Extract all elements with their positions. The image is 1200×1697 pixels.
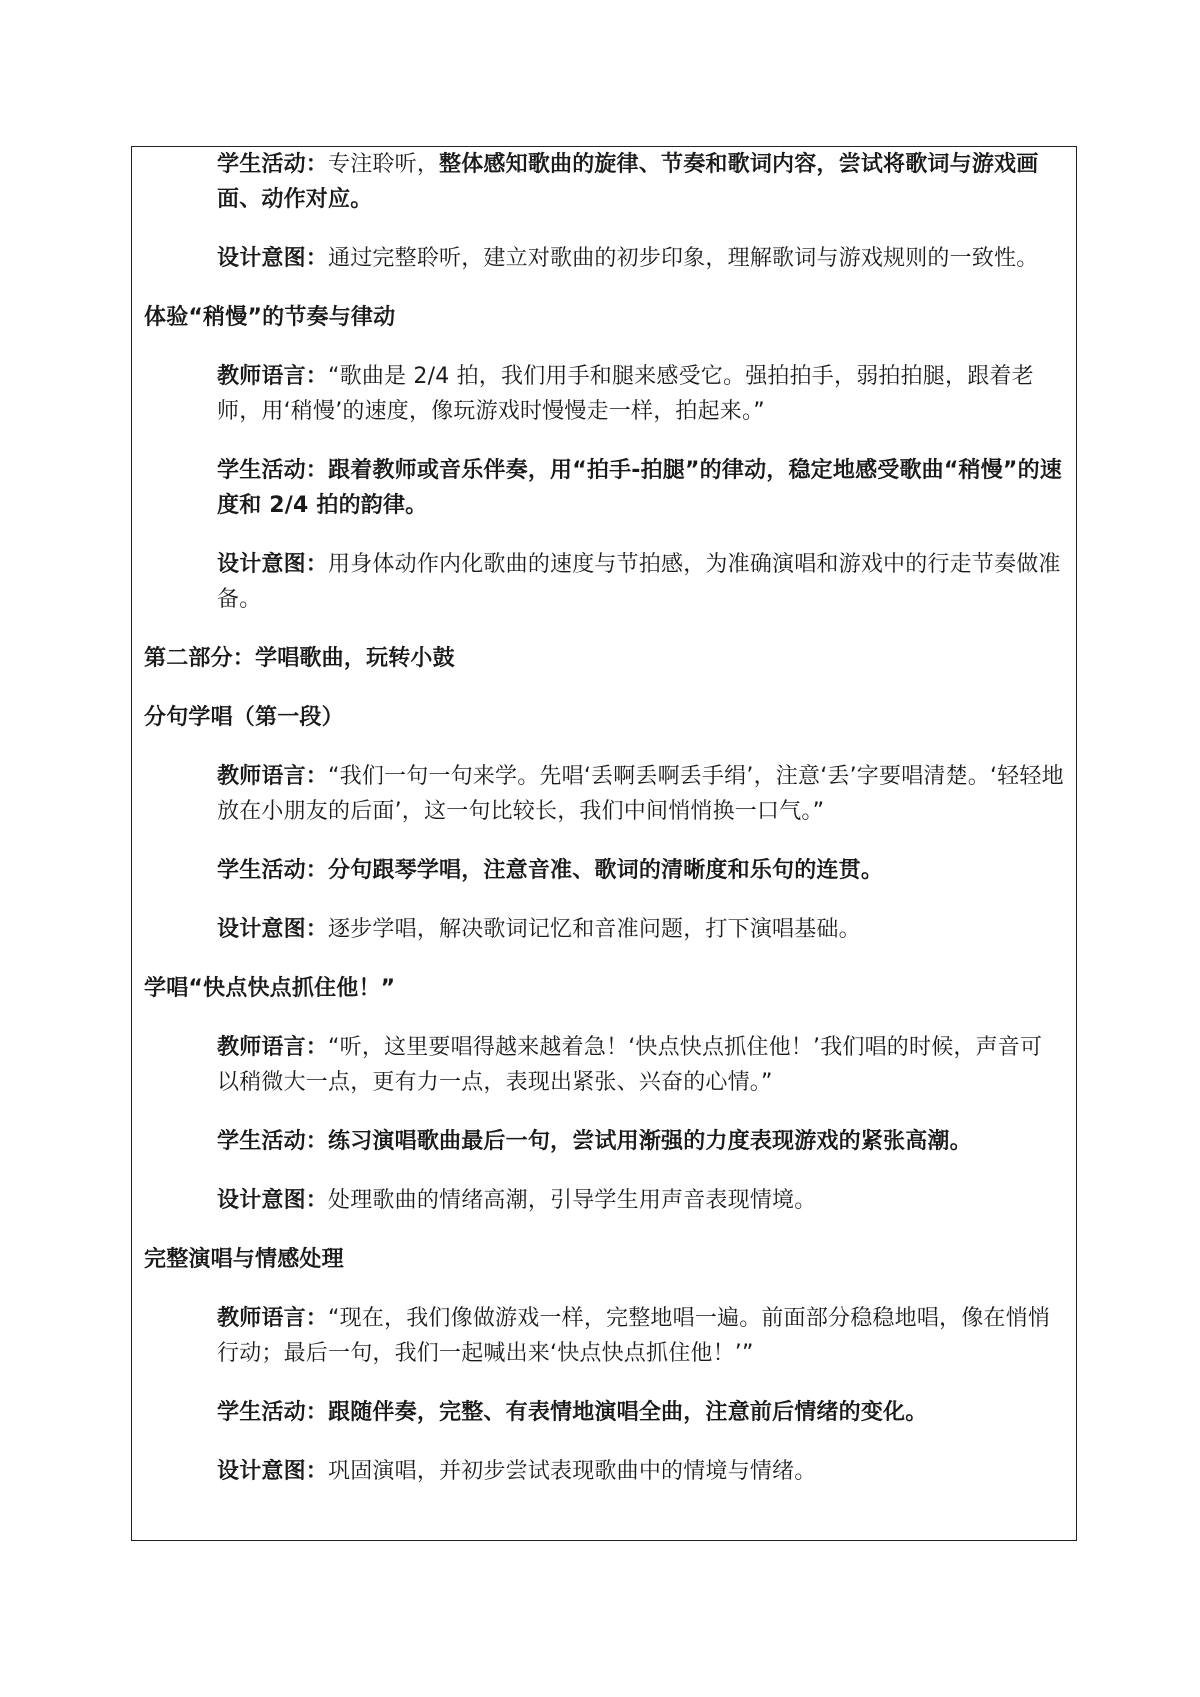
paragraph [144,147,1064,217]
paragraph-text: “现在，我们像做游戏一样，完整地唱一遍。前面部分稳稳地唱，像在悄悄行动；最后一句，我们一起喊出来‘快点快点抓住他！’” [217,1306,1051,1366]
paragraph-label: 设计意图： [217,246,329,271]
paragraph-label: 设计意图： [217,1459,329,1484]
section-heading: 体验“稍慢”的节奏与律动 [144,305,396,330]
paragraph-label: 学生活动： [217,858,329,883]
paragraph-label: 设计意图： [217,1188,329,1213]
paragraph [144,1301,1064,1371]
document-content [144,147,1064,1489]
paragraph-label: 学生活动： [217,152,329,177]
paragraph-bold-text: 跟随伴奏，完整、有表情地演唱全曲，注意前后情绪的变化。 [328,1400,928,1425]
paragraph-bold-text: 分句跟琴学唱，注意音准、歌词的清晰度和乐句的连贯。 [328,858,884,883]
section-heading: 分句学唱（第一段） [144,705,344,730]
paragraph-bold-text: 跟着教师或音乐伴奏，用“拍手-拍腿”的律动，稳定地感受歌曲“稍慢”的速度和 2/4 拍的韵律。 [217,458,1062,518]
paragraph-label: 学生活动： [217,1400,329,1425]
paragraph-text: 逐步学唱，解决歌词记忆和音准问题，打下演唱基础。 [328,917,861,942]
paragraph-text: 专注聆听， [328,152,440,177]
paragraph-label: 学生活动： [217,458,329,483]
paragraph-label: 教师语言： [217,764,329,789]
document-table-cell [131,146,1077,1541]
section-heading: 完整演唱与情感处理 [144,1247,344,1272]
paragraph-text: “歌曲是 2/4 拍，我们用手和腿来感受它。强拍拍手，弱拍拍腿，跟着老师，用‘稍慢’的速度，像玩游戏时慢慢走一样，拍起来。” [217,364,1034,424]
paragraph-label: 设计意图： [217,917,329,942]
paragraph [144,1030,1064,1100]
paragraph-label: 教师语言： [217,1306,329,1331]
paragraph-label: 教师语言： [217,1035,329,1060]
paragraph [144,453,1064,523]
paragraph [144,241,1064,276]
paragraph [144,1454,1064,1489]
paragraph [144,912,1064,947]
paragraph-text: “我们一句一句来学。先唱‘丢啊丢啊丢手绢’，注意‘丢’字要唱清楚。‘轻轻地放在小朋友的后面’，这一句比较长，我们中间悄悄换一口气。” [217,764,1064,824]
paragraph-label: 学生活动： [217,1129,329,1154]
paragraph-text: 用身体动作内化歌曲的速度与节拍感，为准确演唱和游戏中的行走节奏做准备。 [217,552,1061,612]
paragraph [144,359,1064,429]
paragraph-label: 教师语言： [217,364,329,389]
paragraph-bold-text: 练习演唱歌曲最后一句，尝试用渐强的力度表现游戏的紧张高潮。 [328,1129,972,1154]
paragraph [144,1183,1064,1218]
paragraph-text: “听，这里要唱得越来越着急！‘快点快点抓住他！’我们唱的时候，声音可以稍微大一点，更有力一点，表现出紧张、兴奋的心情。” [217,1035,1043,1095]
paragraph-text: 通过完整聆听，建立对歌曲的初步印象，理解歌词与游戏规则的一致性。 [328,246,1039,271]
paragraph-bold-text: 整体感知歌曲的旋律、节奏和歌词内容，尝试将歌词与游戏画面、动作对应。 [217,152,1039,212]
paragraph [144,547,1064,617]
section-heading: 第二部分：学唱歌曲，玩转小鼓 [144,646,455,671]
paragraph [144,853,1064,888]
paragraph [144,1124,1064,1159]
paragraph-text: 巩固演唱，并初步尝试表现歌曲中的情境与情绪。 [328,1459,817,1484]
section-heading: 学唱“快点快点抓住他！” [144,976,396,1001]
paragraph [144,759,1064,829]
paragraph [144,1395,1064,1430]
paragraph-text: 处理歌曲的情绪高潮，引导学生用声音表现情境。 [328,1188,817,1213]
paragraph-label: 设计意图： [217,552,329,577]
